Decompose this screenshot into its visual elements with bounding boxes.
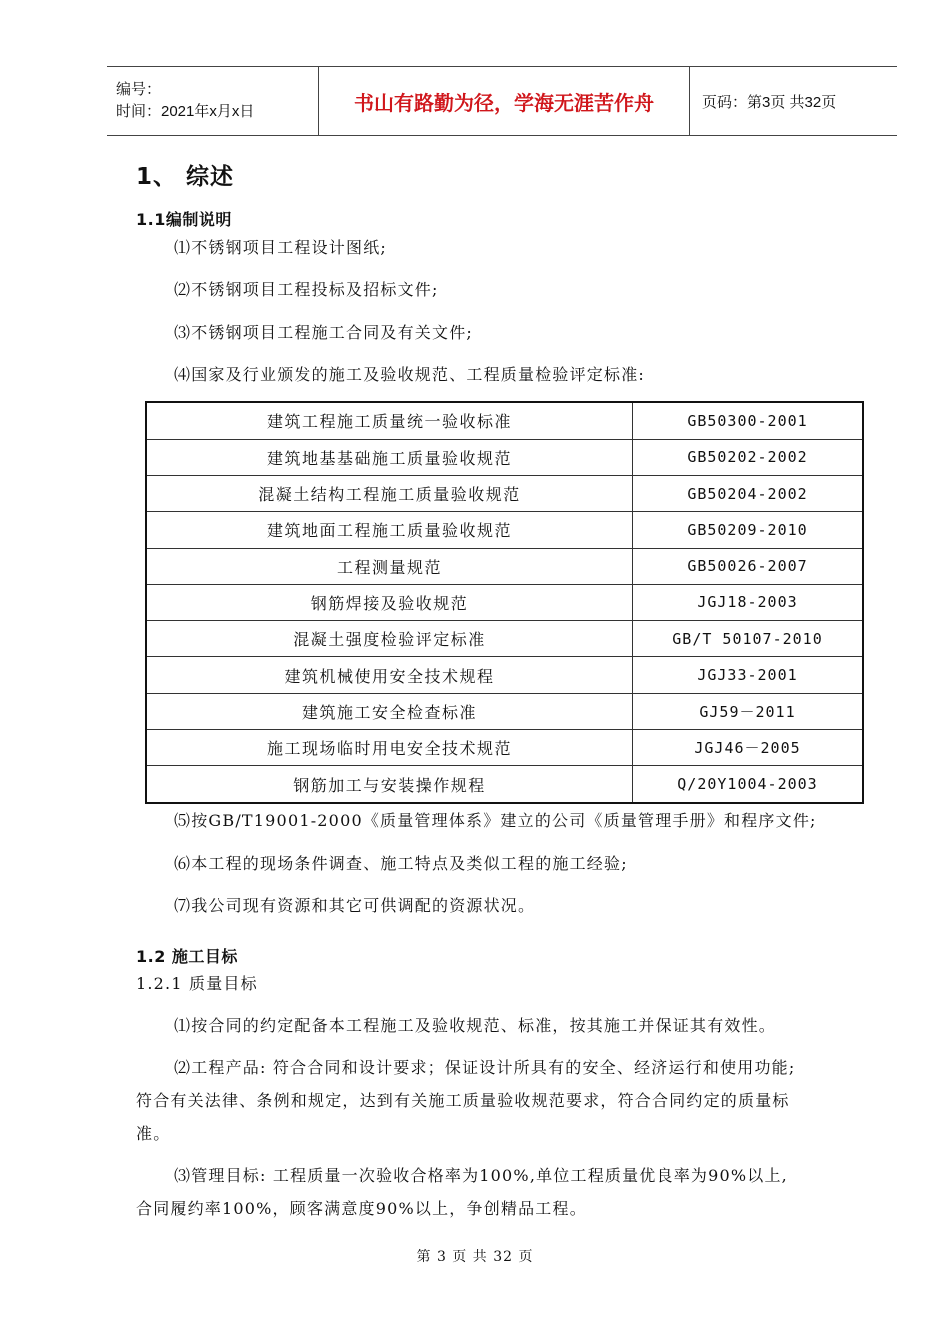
table-row — [146, 621, 863, 657]
section-1-1-title: 1.1编制说明 — [136, 210, 232, 229]
standard-name: 施工现场临时用电安全技术规范 — [146, 730, 633, 766]
standard-code: GB50204-2002 — [633, 475, 864, 511]
list-item: ⑴不锈钢项目工程设计图纸; — [174, 238, 387, 257]
standard-name: 建筑地面工程施工质量验收规范 — [146, 512, 633, 548]
standards-table — [145, 401, 864, 804]
list-item: ⑸按GB/T19001-2000《质量管理体系》建立的公司《质量管理手册》和程序文件; — [174, 811, 817, 830]
list-item: ⑵不锈钢项目工程投标及招标文件; — [174, 280, 439, 299]
table-row — [146, 584, 863, 620]
standard-code: GJ59－2011 — [633, 693, 864, 729]
standard-name: 钢筋加工与安装操作规程 — [146, 766, 633, 803]
header-page-info: 页码：第3页 共32页 — [690, 67, 898, 136]
paragraph: ⑶管理目标: 工程质量一次验收合格率为100%,单位工程质量优良率为90%以上, — [174, 1166, 788, 1185]
page-footer: 第 3 页 共 32 页 — [416, 1249, 534, 1265]
standard-name: 混凝土强度检验评定标准 — [146, 621, 633, 657]
paragraph: ⑴按合同的约定配备本工程施工及验收规范、标准，按其施工并保证其有效性。 — [174, 1016, 777, 1035]
standard-code: GB50026-2007 — [633, 548, 864, 584]
table-row — [146, 693, 863, 729]
table-row — [146, 657, 863, 693]
standard-name: 钢筋焊接及验收规范 — [146, 584, 633, 620]
table-row — [146, 512, 863, 548]
table-row — [146, 402, 863, 439]
standard-code: JGJ46－2005 — [633, 730, 864, 766]
header-time: 时间：2021年x月x日 — [116, 103, 255, 120]
paragraph: 准。 — [136, 1124, 171, 1143]
table-row — [146, 439, 863, 475]
list-item: ⑹本工程的现场条件调查、施工特点及类似工程的施工经验; — [174, 854, 628, 873]
header-number: 编号： — [116, 81, 162, 98]
standard-name: 工程测量规范 — [146, 548, 633, 584]
paragraph: 符合有关法律、条例和规定，达到有关施工质量验收规范要求，符合合同约定的质量标 — [136, 1091, 790, 1110]
document-header — [107, 66, 897, 136]
standard-code: JGJ18-2003 — [633, 584, 864, 620]
standard-code: Q/20Y1004-2003 — [633, 766, 864, 803]
standard-name: 建筑工程施工质量统一验收标准 — [146, 402, 633, 439]
standard-code: JGJ33-2001 — [633, 657, 864, 693]
standard-name: 建筑机械使用安全技术规程 — [146, 657, 633, 693]
paragraph: ⑵工程产品: 符合合同和设计要求；保证设计所具有的安全、经济运行和使用功能; — [174, 1058, 796, 1077]
section-1-title: 1、 综述 — [136, 164, 235, 190]
standard-code: GB50300-2001 — [633, 402, 864, 439]
list-item: ⑷国家及行业颁发的施工及验收规范、工程质量检验评定标准: — [174, 365, 645, 384]
standard-name: 混凝土结构工程施工质量验收规范 — [146, 475, 633, 511]
standard-code: GB50202-2002 — [633, 439, 864, 475]
table-row — [146, 475, 863, 511]
header-motto: 书山有路勤为径，学海无涯苦作舟 — [319, 67, 690, 136]
standard-name: 建筑施工安全检查标准 — [146, 693, 633, 729]
list-item: ⑺我公司现有资源和其它可供调配的资源状况。 — [174, 896, 536, 915]
paragraph: 合同履约率100%，顾客满意度90%以上，争创精品工程。 — [136, 1199, 587, 1218]
table-row — [146, 548, 863, 584]
list-item: ⑶不锈钢项目工程施工合同及有关文件; — [174, 323, 473, 342]
section-1-2-title: 1.2 施工目标 — [136, 947, 238, 966]
standard-name: 建筑地基基础施工质量验收规范 — [146, 439, 633, 475]
header-meta — [107, 67, 319, 136]
table-row — [146, 730, 863, 766]
table-row — [146, 766, 863, 803]
section-1-2-1-title: 1.2.1 质量目标 — [136, 974, 258, 993]
standard-code: GB50209-2010 — [633, 512, 864, 548]
standard-code: GB/T 50107-2010 — [633, 621, 864, 657]
